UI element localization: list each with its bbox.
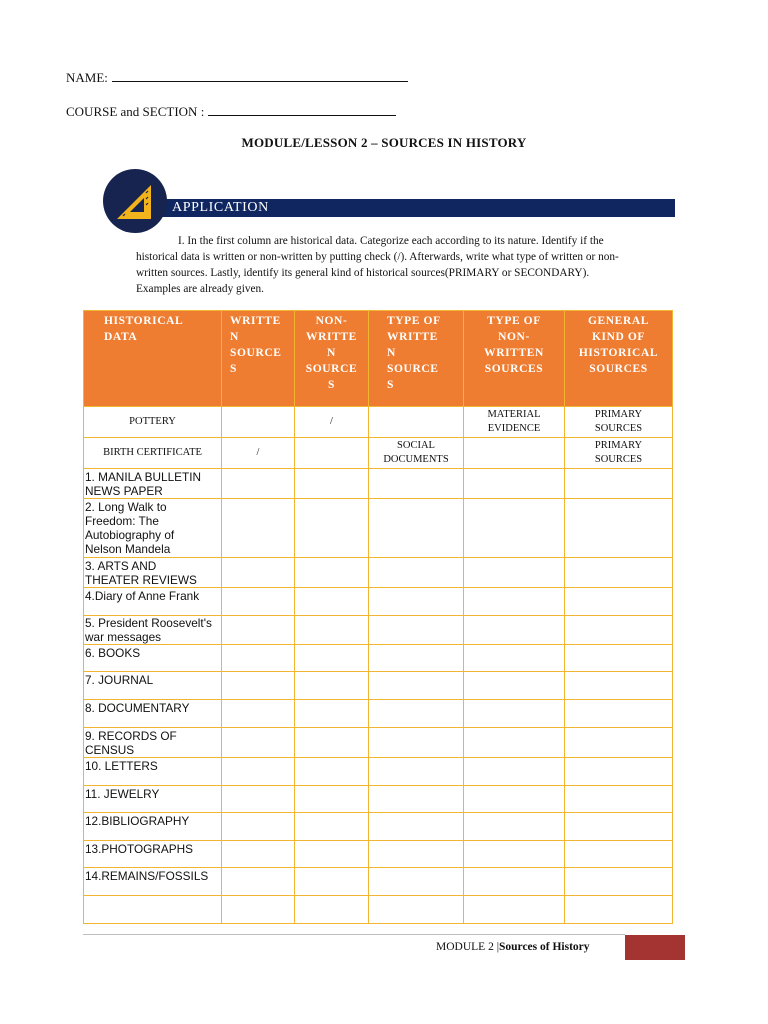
instructions-text: I. In the first column are historical data. Categorize each according to its nature. Identify if the historical data is written or non-written by putting check (/). Afterwards, write what type of written or non-written sources. Lastly, identify its general kind of historical sources(PRIMARY or SECONDARY). Examples are already given. xyxy=(136,235,619,295)
answer-cell[interactable] xyxy=(222,558,295,588)
answer-cell[interactable] xyxy=(222,896,295,924)
answer-cell[interactable] xyxy=(369,700,464,728)
answer-cell[interactable] xyxy=(295,588,369,616)
answer-cell[interactable] xyxy=(565,868,673,896)
historical-data-table xyxy=(83,310,673,924)
table-row xyxy=(84,868,673,896)
application-label: APPLICATION xyxy=(172,200,269,215)
course-label: COURSE and SECTION : xyxy=(66,104,205,119)
instructions-paragraph xyxy=(136,233,636,297)
item-label: 12.BIBLIOGRAPHY xyxy=(84,813,222,841)
item-label: 8. DOCUMENTARY xyxy=(84,700,222,728)
table-row xyxy=(84,758,673,786)
answer-cell[interactable] xyxy=(464,469,565,499)
answer-cell[interactable] xyxy=(565,896,673,924)
answer-cell[interactable] xyxy=(369,588,464,616)
example-non-written xyxy=(295,438,369,469)
answer-cell[interactable] xyxy=(464,700,565,728)
answer-cell[interactable] xyxy=(222,786,295,813)
answer-cell[interactable] xyxy=(369,672,464,700)
table-row xyxy=(84,588,673,616)
table-row xyxy=(84,469,673,499)
example-data: BIRTH CERTIFICATE xyxy=(84,438,222,469)
answer-cell[interactable] xyxy=(222,758,295,786)
header-non-written-sources: NON-WRITTE N SOURCE S xyxy=(295,311,369,407)
item-label: 13.PHOTOGRAPHS xyxy=(84,841,222,868)
name-label: NAME: xyxy=(66,70,108,85)
item-label: 5. President Roosevelt's war messages xyxy=(84,616,222,645)
example-type-written xyxy=(369,407,464,438)
table-row xyxy=(84,841,673,868)
footer-title: Sources of History xyxy=(499,941,590,953)
item-label: 3. ARTS AND THEATER REVIEWS xyxy=(84,558,222,588)
answer-cell[interactable] xyxy=(464,896,565,924)
table-row xyxy=(84,728,673,758)
footer-accent-block xyxy=(625,935,685,960)
table-row xyxy=(84,700,673,728)
answer-cell[interactable] xyxy=(295,896,369,924)
answer-cell[interactable] xyxy=(222,616,295,645)
answer-cell[interactable] xyxy=(222,588,295,616)
answer-cell[interactable] xyxy=(565,469,673,499)
example-type-non-written xyxy=(464,438,565,469)
course-blank[interactable] xyxy=(208,104,396,116)
answer-cell[interactable] xyxy=(369,896,464,924)
name-field[interactable] xyxy=(66,70,408,86)
answer-cell[interactable] xyxy=(222,700,295,728)
answer-cell[interactable] xyxy=(295,645,369,672)
example-type-non-written: MATERIAL EVIDENCE xyxy=(464,407,565,438)
name-blank[interactable] xyxy=(112,70,408,82)
answer-cell[interactable] xyxy=(222,841,295,868)
example-general: PRIMARY SOURCES xyxy=(565,407,673,438)
answer-cell[interactable] xyxy=(464,645,565,672)
answer-cell[interactable] xyxy=(369,786,464,813)
application-banner xyxy=(160,199,675,217)
answer-cell[interactable] xyxy=(222,728,295,758)
answer-cell[interactable] xyxy=(295,841,369,868)
example-type-written: SOCIAL DOCUMENTS xyxy=(369,438,464,469)
footer-divider xyxy=(83,934,625,935)
course-section-field[interactable] xyxy=(66,104,396,120)
answer-cell[interactable] xyxy=(369,841,464,868)
answer-cell[interactable] xyxy=(295,558,369,588)
module-title: MODULE/LESSON 2 – SOURCES IN HISTORY xyxy=(241,135,527,150)
answer-cell[interactable] xyxy=(369,868,464,896)
table-row xyxy=(84,558,673,588)
footer-module: MODULE 2 | xyxy=(436,941,499,953)
example-data: POTTERY xyxy=(84,407,222,438)
item-label: 2. Long Walk to Freedom: The Autobiography of Nelson Mandela xyxy=(84,499,222,558)
header-type-written-sources: TYPE OF WRITTE N SOURCE S xyxy=(369,311,464,407)
example-row-pottery xyxy=(84,407,673,438)
item-label: 11. JEWELRY xyxy=(84,786,222,813)
answer-cell[interactable] xyxy=(565,700,673,728)
answer-cell[interactable] xyxy=(369,499,464,558)
table-row xyxy=(84,786,673,813)
item-label: 7. JOURNAL xyxy=(84,672,222,700)
answer-cell[interactable] xyxy=(464,499,565,558)
answer-cell[interactable] xyxy=(464,616,565,645)
item-label: 10. LETTERS xyxy=(84,758,222,786)
example-written: / xyxy=(222,438,295,469)
header-type-non-written-sources: TYPE OF NON-WRITTEN SOURCES xyxy=(464,311,565,407)
answer-cell[interactable] xyxy=(565,758,673,786)
answer-cell[interactable] xyxy=(295,786,369,813)
item-label xyxy=(84,896,222,924)
table-row xyxy=(84,499,673,558)
table-row xyxy=(84,616,673,645)
table-row xyxy=(84,645,673,672)
answer-cell[interactable] xyxy=(565,499,673,558)
answer-cell[interactable] xyxy=(565,616,673,645)
table-row xyxy=(84,813,673,841)
answer-cell[interactable] xyxy=(295,728,369,758)
item-label: 6. BOOKS xyxy=(84,645,222,672)
answer-cell[interactable] xyxy=(369,728,464,758)
answer-cell[interactable] xyxy=(369,645,464,672)
answer-cell[interactable] xyxy=(369,813,464,841)
answer-cell[interactable] xyxy=(369,758,464,786)
answer-cell[interactable] xyxy=(222,499,295,558)
answer-cell[interactable] xyxy=(295,813,369,841)
item-label: 9. RECORDS OF CENSUS xyxy=(84,728,222,758)
answer-cell[interactable] xyxy=(565,558,673,588)
answer-cell[interactable] xyxy=(565,672,673,700)
answer-cell[interactable] xyxy=(222,813,295,841)
example-written xyxy=(222,407,295,438)
answer-cell[interactable] xyxy=(565,728,673,758)
answer-cell[interactable] xyxy=(295,616,369,645)
answer-cell[interactable] xyxy=(295,700,369,728)
answer-cell[interactable] xyxy=(222,868,295,896)
answer-cell[interactable] xyxy=(295,868,369,896)
header-written-sources: WRITTE N SOURCE S xyxy=(222,311,295,407)
answer-cell[interactable] xyxy=(464,841,565,868)
answer-cell[interactable] xyxy=(565,588,673,616)
answer-cell[interactable] xyxy=(464,758,565,786)
table-row xyxy=(84,672,673,700)
answer-cell[interactable] xyxy=(222,645,295,672)
table-header-row xyxy=(84,311,673,407)
answer-cell[interactable] xyxy=(464,558,565,588)
answer-cell[interactable] xyxy=(464,588,565,616)
answer-cell[interactable] xyxy=(464,868,565,896)
item-label: 1. MANILA BULLETIN NEWS PAPER xyxy=(84,469,222,499)
answer-cell[interactable] xyxy=(464,786,565,813)
answer-cell[interactable] xyxy=(295,499,369,558)
header-historical-data: HISTORICAL DATA xyxy=(84,311,222,407)
example-non-written: / xyxy=(295,407,369,438)
answer-cell[interactable] xyxy=(464,813,565,841)
answer-cell[interactable] xyxy=(565,841,673,868)
item-label: 14.REMAINS/FOSSILS xyxy=(84,868,222,896)
answer-cell[interactable] xyxy=(295,758,369,786)
answer-cell[interactable] xyxy=(295,672,369,700)
answer-cell[interactable] xyxy=(222,469,295,499)
answer-cell[interactable] xyxy=(369,616,464,645)
footer-text xyxy=(436,941,590,953)
triangle-ruler-icon xyxy=(103,169,167,233)
answer-cell[interactable] xyxy=(565,645,673,672)
answer-cell[interactable] xyxy=(565,786,673,813)
answer-cell[interactable] xyxy=(369,469,464,499)
answer-cell[interactable] xyxy=(464,728,565,758)
item-label: 4.Diary of Anne Frank xyxy=(84,588,222,616)
example-general: PRIMARY SOURCES xyxy=(565,438,673,469)
answer-cell[interactable] xyxy=(369,558,464,588)
table-row xyxy=(84,896,673,924)
example-row-birth-certificate xyxy=(84,438,673,469)
answer-cell[interactable] xyxy=(295,469,369,499)
answer-cell[interactable] xyxy=(222,672,295,700)
answer-cell[interactable] xyxy=(565,813,673,841)
answer-cell[interactable] xyxy=(464,672,565,700)
header-general-kind: GENERAL KIND OF HISTORICAL SOURCES xyxy=(565,311,673,407)
